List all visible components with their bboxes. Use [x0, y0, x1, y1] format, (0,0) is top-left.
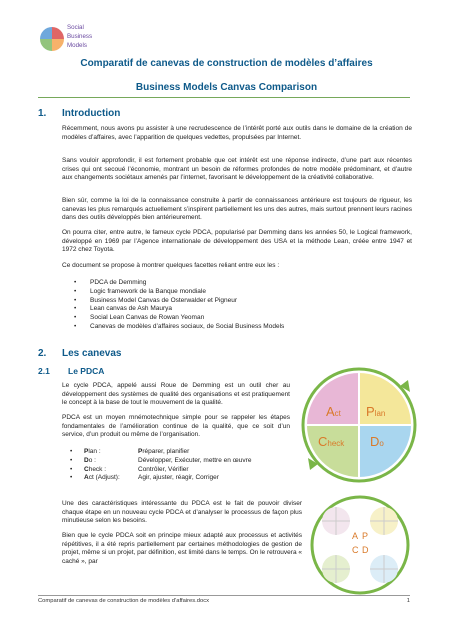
label-plan: Plan — [366, 404, 386, 419]
mini-wheel-plan — [370, 507, 398, 535]
paragraph: Récemment, nous avons pu assister à une recrudescence de l’intérêt porté aux outils dans le domaine de la création de modèles d’affaires, avec l’apparition de quelques vedettes, propulsées par Internet. — [62, 125, 412, 141]
paragraph: PDCA est un moyen mnémotechnique simple pour se rappeler les étapes fondamentales de l’amélioration continue de la qualité, que ce soit d’un service, d’un produit ou même de l’organisation. — [62, 414, 290, 439]
footer-divider — [38, 595, 410, 596]
nested-label-c: C — [352, 545, 359, 555]
paragraph: Ce document se propose à montrer quelques facettes reliant entre eux les : — [62, 262, 280, 269]
quadrant-do — [359, 425, 411, 477]
paragraph: Bien que le cycle PDCA soit en principe mieux adapté aux processus et activités répétitives, il a été repris partiellement par certaines méthodologies de gestion de projet, même si un projet, par définition, est limité dans le temps. On le retrouvera « caché », par — [62, 532, 302, 565]
list-item: • PDCA de Demming — [74, 279, 284, 288]
pdca-step-act: • Act (Adjust): Agir, ajuster, réagir, Corriger — [70, 474, 251, 483]
paragraph: Le cycle PDCA, appelé aussi Roue de Demming est un outil cher au développement des systèmes de qualité des organisations et est pratiquement le concept à la base de tout le mouvement de la qualité. — [62, 382, 290, 407]
page-number: 1 — [406, 598, 410, 604]
section-heading-introduction: 1. Introduction — [38, 108, 121, 119]
list-item: • Logic framework de la Banque mondiale — [74, 288, 284, 297]
label-do: Do — [370, 434, 384, 449]
pdca-step-do: • Do : Développer, Exécuter, mettre en œuvre — [70, 457, 251, 466]
quadrant-check — [307, 425, 359, 477]
list-item: • Canevas de modèles d’affaires sociaux, de Social Business Models — [74, 323, 284, 332]
label-check: Check — [318, 434, 345, 449]
mini-wheel-do — [370, 555, 398, 583]
nested-label-p: P — [362, 531, 369, 541]
pdca-steps-list — [70, 448, 251, 483]
section-heading-canevas: 2. Les canevas — [38, 348, 122, 359]
pdca-step-plan: • Plan : Préparer, planifier — [70, 448, 251, 457]
title-divider — [38, 97, 410, 98]
document-title-fr: Comparatif de canevas de construction de modèles d’affaires — [80, 58, 373, 69]
nested-label-a: A — [352, 531, 359, 541]
mini-wheel-act — [322, 507, 350, 535]
list-item: • Business Model Canvas de Osterwalder et Pigneur — [74, 297, 284, 306]
canvas-list — [74, 279, 284, 332]
logo — [40, 22, 130, 56]
paragraph: Bien sûr, comme la loi de la connaissance construite à partir de connaissances antérieure est toujours de rigueur, les canevas les plus remarqués actuellement s’inspirent partiellement les uns des autres, mais surtout prennent leurs racines dans des outils développés bien antérieurement. — [62, 197, 412, 222]
nested-pdca-diagram — [304, 493, 416, 597]
paragraph: Sans vouloir approfondir, il est fortement probable que cet intérêt est une réponse indirecte, d’une part aux récentes crises qui ont secoué l’économie, montrant un besoin de réformes profondes de notre modèle prédominant, et d’autre aux changements sociétaux amenés par l’internet, favorisant le développement de la créativité collaborative. — [62, 157, 412, 182]
document-title-en: Business Models Canvas Comparison — [135, 82, 318, 93]
nested-label-d: D — [362, 545, 369, 555]
list-item: • Social Lean Canvas de Rowan Yeoman — [74, 314, 284, 323]
mini-wheel-check — [322, 555, 350, 583]
subsection-heading-pdca: 2.1 Le PDCA — [38, 366, 105, 376]
logo-text: Social Business Models — [67, 24, 93, 49]
footer-filename: Comparatif de canevas de construction de modèles d’affaires.docx — [38, 598, 209, 604]
paragraph: Une des caractéristiques intéressante du PDCA est le fait de pouvoir diviser chaque étape en un nouveau cycle PDCA et d’analyser le processus de façon plus minutieuse selon les besoins. — [62, 500, 302, 525]
footer — [38, 598, 410, 604]
logo-icon — [40, 27, 64, 51]
pdca-wheel-diagram — [300, 366, 418, 484]
pdca-step-check: • Check : Contrôler, Vérifier — [70, 466, 251, 475]
label-act: Act — [326, 404, 341, 419]
paragraph: On pourra citer, entre autre, le fameux cycle PDCA, popularisé par Demming dans les années 50, le Logical framework, développé en 1969 par l’Agence internationale de développement des USA et la méthode Lean, créée entre 1947 et 1972 chez Toyota. — [62, 229, 412, 254]
list-item: • Lean canvas de Ash Maurya — [74, 305, 284, 314]
